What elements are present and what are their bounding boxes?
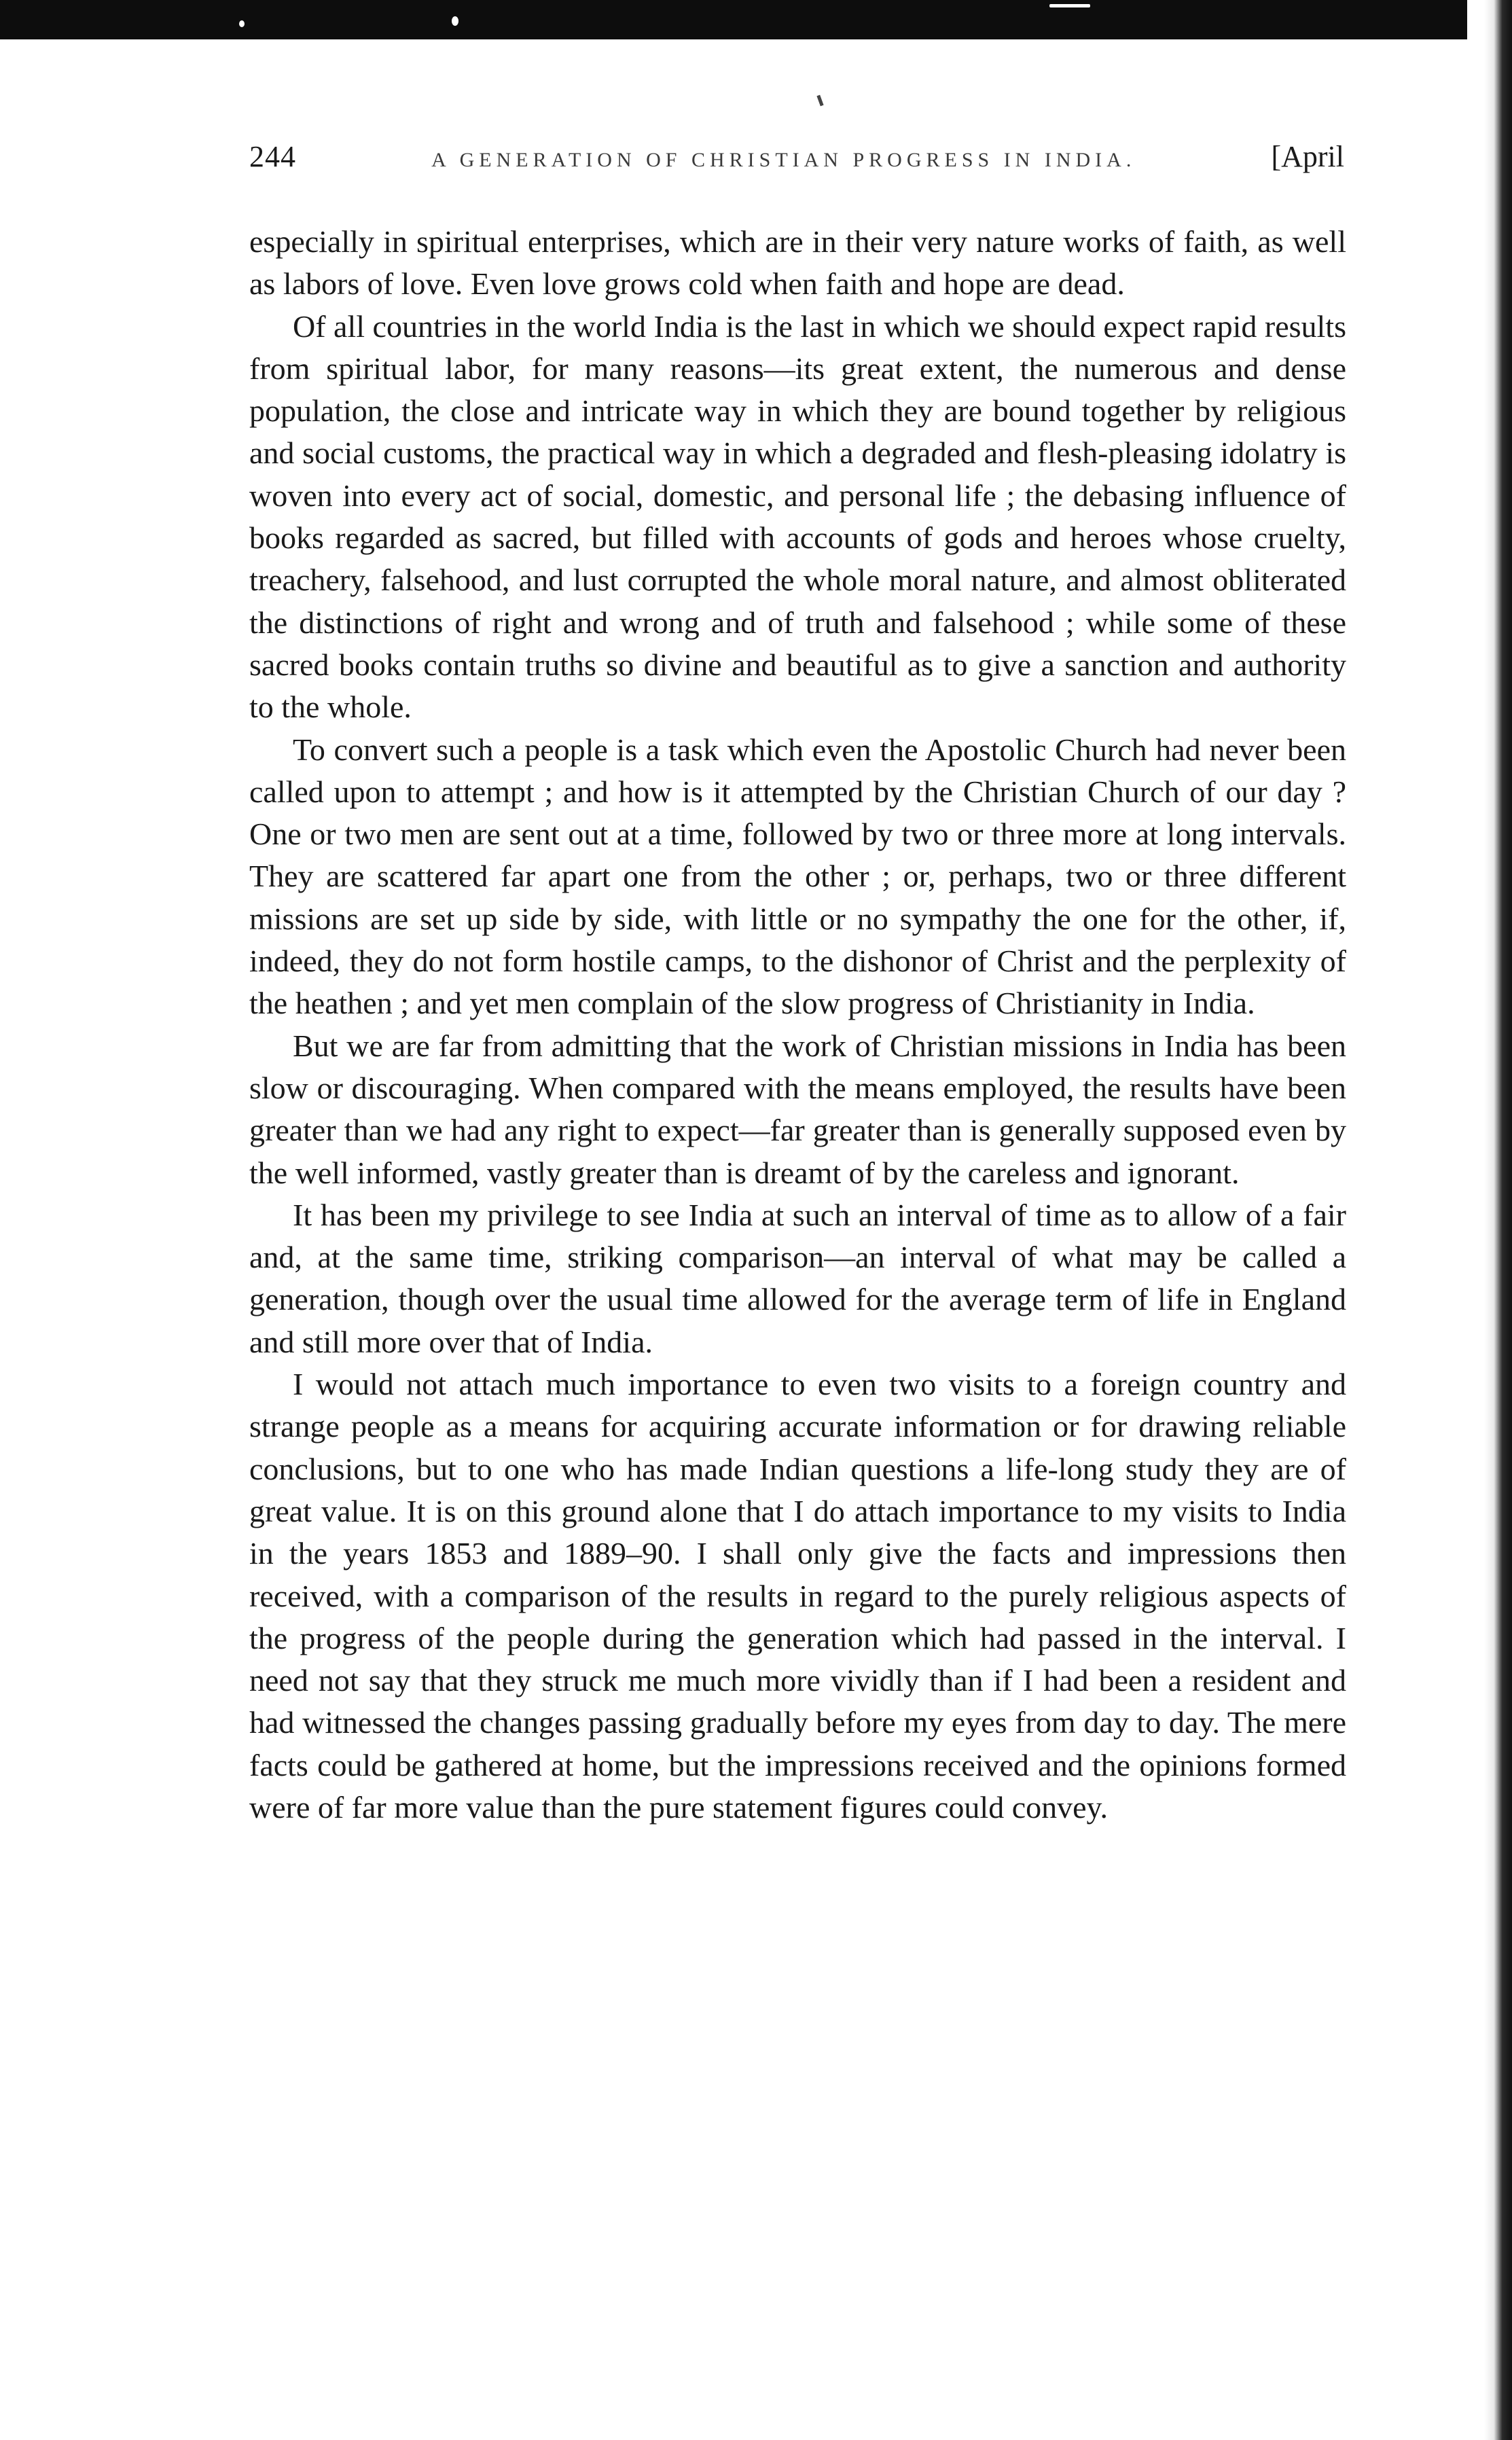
- running-title: A GENERATION OF CHRISTIAN PROGRESS IN INDIA.: [431, 149, 1136, 171]
- running-month: [April: [1271, 140, 1344, 173]
- body-text: [249, 221, 1346, 1829]
- paragraph-continued: especially in spiritual enterprises, which are in their very nature works of faith, as well as labors of love. Even love grows cold when faith and hope are dead.: [249, 224, 1346, 302]
- paragraph: To convert such a people is a task which even the Apostolic Church had never been called upon to attempt ; and how is it attempted by the Christian Church of our day ? One or two men are sent out at a time, followed by two or three more at long intervals. They are scattered far apart one from the other ; or, perhaps, two or three different missions are set up side by side, with little or no sympathy the one for the other, if, indeed, they do not form hostile camps, to the dishonor of Christ and the perplexity of the heathen ; and yet men complain of the slow progress of Christianity in India.: [249, 732, 1346, 1021]
- scan-top-border: [0, 0, 1467, 39]
- paragraph: But we are far from admitting that the work of Christian missions in India has been slow or discouraging. When compared with the means employed, the results have been greater than we had any right to expect—far greater than is generally supposed even by the well informed, vastly greater than is dreamt of by the careless and ignorant.: [249, 1028, 1346, 1190]
- scan-speck: [239, 20, 245, 27]
- scan-right-border: [1484, 0, 1512, 2440]
- scan-speck: [452, 16, 458, 26]
- running-head: [249, 139, 1344, 180]
- paragraph: It has been my privilege to see India at such an interval of time as to allow of a fair and, at the same time, striking comparison—an interval of what may be called a generation, though over the usual time allowed for the average term of life in England and still more over that of India.: [249, 1197, 1346, 1359]
- page-number: 244: [249, 140, 296, 173]
- scan-speck: [1049, 4, 1090, 7]
- scan-ink-mark: [816, 95, 823, 107]
- paragraph: I would not attach much importance to even two visits to a foreign country and strange people as a means for acquiring accurate information or for drawing reliable conclusions, but to one who has made Indian questions a life-long study they are of great value. It is on this ground alone that I do attach importance to my visits to India in the years 1853 and 1889–90. I shall only give the facts and impressions then received, with a comparison of the results in regard to the purely religious aspects of the progress of the people during the generation which had passed in the interval. I need not say that they struck me much more vividly than if I had been a resident and had witnessed the changes passing gradually before my eyes from day to day. The mere facts could be gathered at home, but the impressions received and the opinions formed were of far more value than the pure statement figures could convey.: [249, 1367, 1346, 1825]
- paragraph: Of all countries in the world India is the last in which we should expect rapid results from spiritual labor, for many reasons—its great extent, the numerous and dense population, the close and intricate way in which they are bound together by religious and social customs, the practical way in which a degraded and flesh-pleasing idolatry is woven into every act of social, domestic, and personal life ; the debasing influence of books regarded as sacred, but filled with accounts of gods and heroes whose cruelty, treachery, falsehood, and lust corrupted the whole moral nature, and almost obliterated the distinctions of right and wrong and of truth and falsehood ; while some of these sacred books contain truths so divine and beautiful as to give a sanction and authority to the whole.: [249, 308, 1346, 725]
